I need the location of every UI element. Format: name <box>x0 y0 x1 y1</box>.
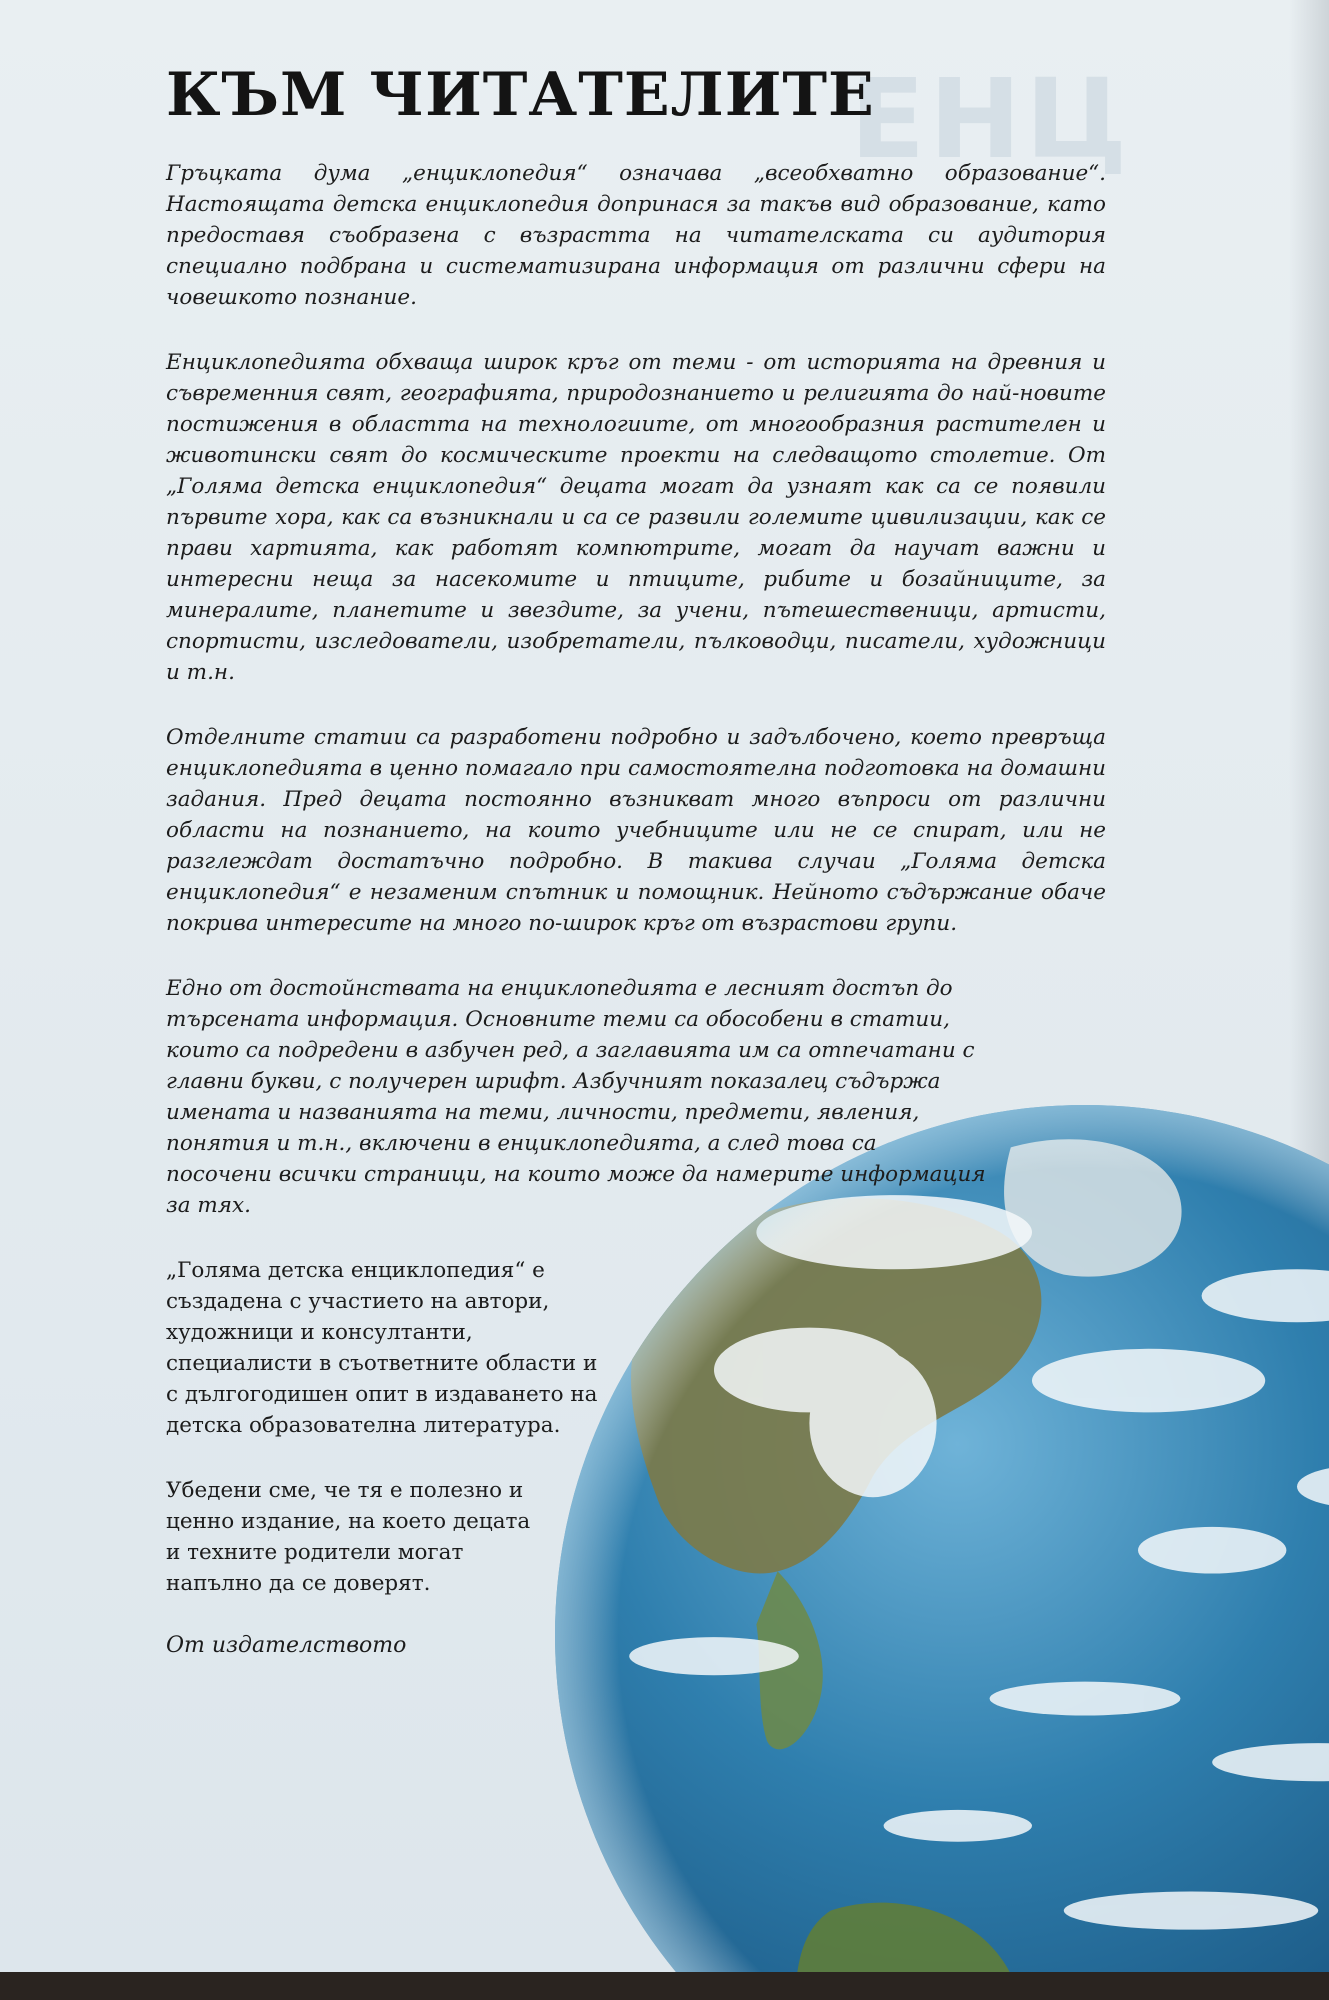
text-wrap-area <box>166 973 1106 1658</box>
paragraph-2: Енциклопедията обхваща широк кръг от теми - от историята на древния и съвременния свят, географията, природознанието и религията до най-новите постижения в областта на технологиите, от многообразния растителен и животински свят до космическите проекти на следващото столетие. От „Голяма детска енциклопедия“ децата могат да узнаят как са се появили първите хора, как са възникнали и са се развили големите цивилизации, как се прави хартията, как работят компютрите, могат да научат важни и интересни неща за насекомите и птиците, рибите и бозайниците, за минералите, планетите и звездите, за учени, пътешественици, артисти, спортисти, изследователи, изобретатели, пълководци, писатели, художници и т.н. <box>166 350 1106 685</box>
background-ghost-heading: ЕНЦ <box>850 55 1132 183</box>
paragraph-4: Едно от достойнствата на енциклопедията е лесният достъп до търсената информация. Основните теми са обособени в статии, които са подредени в азбучен ред, а заглавията им са отпечатани с главни букви, с получерен шрифт. Азбучният показалец съдържа имената и названията на теми, личности, предмети, явления, понятия и т.н., включени в енциклопедията, а след това са посочени всички страници, на които може да намерите информация за тях. <box>166 976 986 1218</box>
main-content <box>166 60 1106 1680</box>
paragraph-5: „Голяма детска енциклопедия“ е създадена с участието на автори, художници и консултанти, специалисти в съответните области и с дългогодишен опит в издаването на детска образователна литература. <box>166 1258 598 1438</box>
paragraph-3: Отделните статии са разработени подробно и задълбочено, което превръща енциклопедията в ценно помагало при самостоятелна подготовка на домашни задания. Пред децата постоянно възникват много въпроси от различни области на познанието, на които учебниците или не се спират, или не разглеждат достатъчно подробно. В такива случаи „Голяма детска енциклопедия“ е незаменим спътник и помощник. Нейното съдържание обаче покрива интересите на много по-широк кръг от възрастови групи. <box>166 725 1106 936</box>
paragraph-6: Убедени сме, че тя е полезно и ценно издание, на което децата и техните родители могат напълно да се доверят. <box>166 1478 531 1596</box>
publisher-signature: От издателството <box>166 1633 407 1658</box>
page-title: КЪМ ЧИТАТЕЛИТЕ <box>166 60 875 130</box>
paragraph-1: Гръцката дума „енциклопедия“ означава „всеобхватно образование“. Настоящата детска енциклопедия допринася за такъв вид образование, като предоставя съобразена с възрастта на читателската си аудитория специално подбрана и систематизирана информация от различни сфери на човешкото познание. <box>166 161 1106 310</box>
